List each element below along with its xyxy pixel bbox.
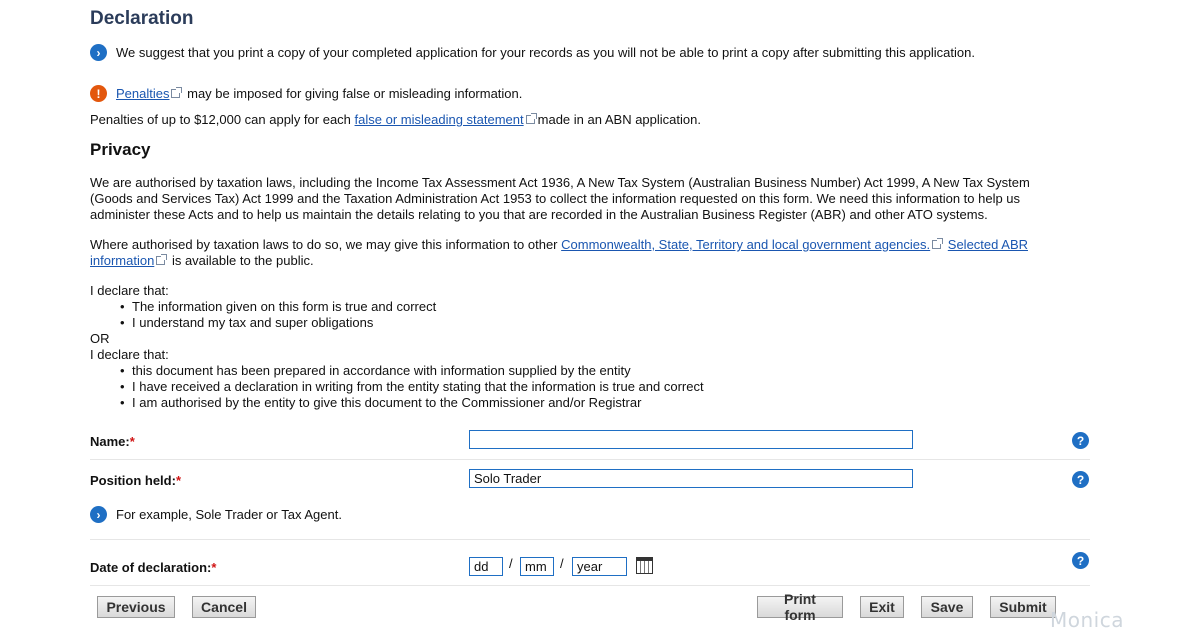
question-icon[interactable]: ? bbox=[1072, 552, 1089, 569]
penalties-link[interactable]: Penalties bbox=[116, 86, 170, 101]
penalties-warning bbox=[90, 85, 522, 102]
divider bbox=[90, 459, 1090, 460]
declare-intro-1: I declare that: bbox=[90, 283, 169, 298]
list-item: • I have received a declaration in writing from the entity stating that the information is true and correct bbox=[90, 379, 704, 395]
position-label bbox=[90, 473, 181, 488]
external-link-icon bbox=[171, 89, 180, 98]
privacy-heading: Privacy bbox=[90, 140, 151, 159]
declare-or: OR bbox=[90, 331, 110, 346]
external-link-icon bbox=[932, 240, 941, 249]
save-button[interactable]: Save bbox=[921, 596, 973, 618]
date-separator: / bbox=[509, 556, 513, 571]
print-notice-text: We suggest that you print a copy of your completed application for your records as you will not be able to print a copy after submitting this application. bbox=[116, 45, 975, 60]
disclosure-pre: Where authorised by taxation laws to do so, we may give this information to other bbox=[90, 237, 558, 252]
date-label-text: Date of declaration: bbox=[90, 560, 212, 575]
question-icon[interactable]: ? bbox=[1072, 432, 1089, 449]
list-item: • I am authorised by the entity to give this document to the Commissioner and/or Registrar bbox=[90, 395, 704, 411]
privacy-disclosure bbox=[90, 237, 1040, 269]
chevron-right-icon: › bbox=[90, 44, 107, 61]
divider bbox=[90, 585, 1090, 586]
print-form-button[interactable]: Print form bbox=[757, 596, 843, 618]
list-item: • The information given on this form is true and correct bbox=[90, 299, 704, 315]
date-month-input[interactable] bbox=[520, 557, 554, 576]
exit-button[interactable]: Exit bbox=[860, 596, 904, 618]
false-statement-link[interactable]: false or misleading statement bbox=[354, 112, 524, 127]
penalties-amount-post: made in an ABN application. bbox=[537, 112, 701, 127]
list-item: • I understand my tax and super obligations bbox=[90, 315, 704, 331]
position-hint bbox=[90, 506, 342, 523]
name-label-text: Name: bbox=[90, 434, 130, 449]
declare-list-1 bbox=[90, 299, 704, 331]
chevron-right-icon: › bbox=[90, 506, 107, 523]
date-day-input[interactable] bbox=[469, 557, 503, 576]
submit-button[interactable]: Submit bbox=[990, 596, 1056, 618]
government-agencies-link[interactable]: Commonwealth, State, Territory and local government agencies. bbox=[561, 237, 931, 252]
privacy-paragraph: We are authorised by taxation laws, including the Income Tax Assessment Act 1936, A New Tax System (Australian Business Number) Act 1999, A New Tax System (Goods and Services Tax) Act 1999 and the Taxation Administration Act 1953 to collect the information requested on this form. We need this information to help us administer these Acts and to help us maintain the details relating to you that are recorded in the Australian Business Register (ABR) and other ATO systems. bbox=[90, 175, 1030, 222]
previous-button[interactable]: Previous bbox=[97, 596, 175, 618]
position-hint-text: For example, Sole Trader or Tax Agent. bbox=[116, 507, 342, 522]
external-link-icon bbox=[526, 115, 535, 124]
list-item: • this document has been prepared in accordance with information supplied by the entity bbox=[90, 363, 704, 379]
external-link-icon bbox=[156, 256, 165, 265]
name-input[interactable] bbox=[469, 430, 913, 449]
penalties-amount bbox=[90, 112, 701, 128]
selected-abr-information-link[interactable]: Selected ABR information bbox=[90, 237, 1028, 268]
required-mark: * bbox=[211, 560, 217, 575]
disclosure-post: is available to the public. bbox=[171, 253, 314, 268]
declaration-heading: Declaration bbox=[90, 8, 194, 29]
penalties-text: may be imposed for giving false or misleading information. bbox=[187, 86, 523, 101]
divider bbox=[90, 539, 1090, 540]
question-icon[interactable]: ? bbox=[1072, 471, 1089, 488]
print-notice bbox=[90, 44, 975, 61]
date-year-input[interactable] bbox=[572, 557, 627, 576]
penalties-amount-pre: Penalties of up to $12,000 can apply for each bbox=[90, 112, 351, 127]
position-held-input[interactable] bbox=[469, 469, 913, 488]
cancel-button[interactable]: Cancel bbox=[192, 596, 256, 618]
monica-watermark: Monica bbox=[1050, 608, 1124, 630]
calendar-icon[interactable] bbox=[636, 557, 653, 574]
required-mark: * bbox=[129, 434, 135, 449]
required-mark: * bbox=[175, 473, 182, 488]
declare-list-2 bbox=[90, 363, 704, 411]
date-label bbox=[90, 560, 216, 575]
name-label bbox=[90, 434, 135, 449]
declare-intro-2: I declare that: bbox=[90, 347, 169, 362]
declaration-statements bbox=[90, 283, 704, 411]
position-label-text: Position held: bbox=[90, 473, 176, 488]
exclamation-icon: ! bbox=[90, 85, 107, 102]
date-separator: / bbox=[560, 556, 564, 571]
